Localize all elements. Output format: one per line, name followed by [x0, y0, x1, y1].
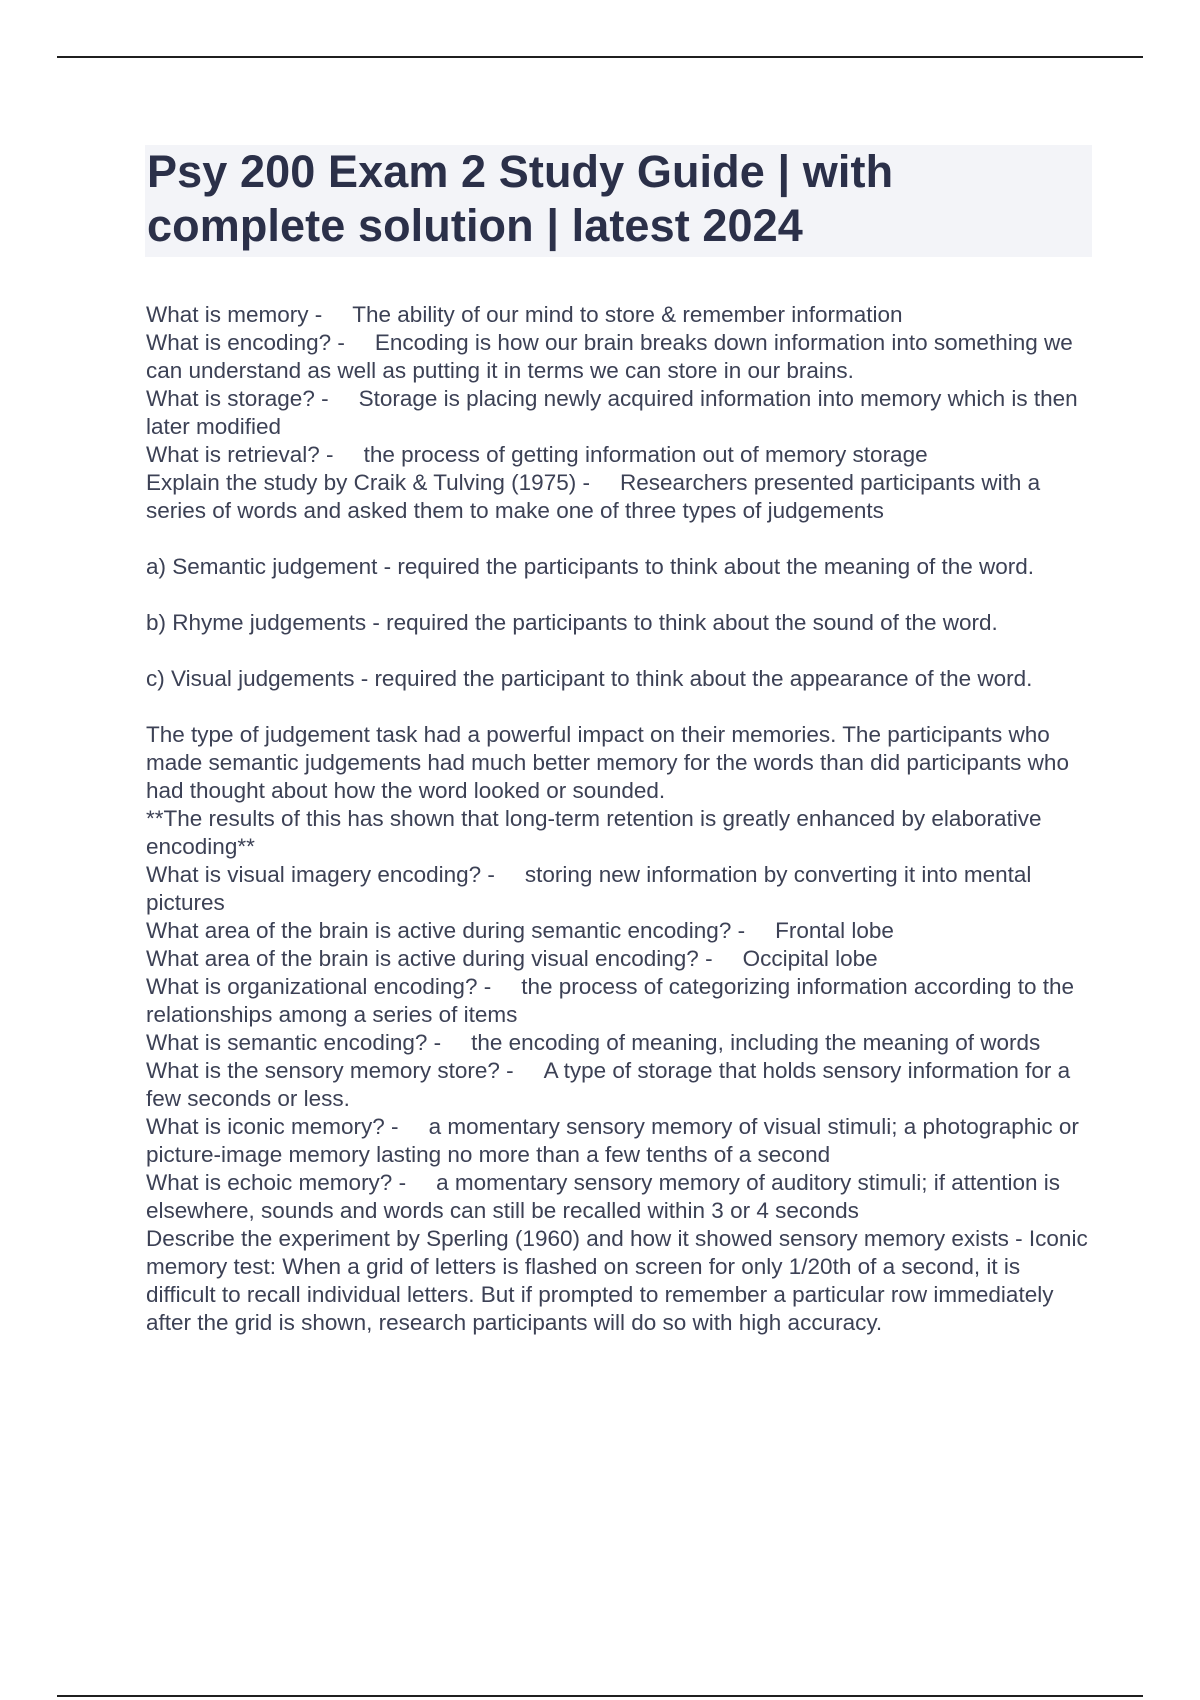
- craik-part-a: a) Semantic judgement - required the participants to think about the meaning of the word.: [146, 554, 1035, 579]
- answer: Storage is placing newly acquired information into memory which is then later modified: [146, 386, 1078, 439]
- question: What is encoding? -: [146, 330, 345, 355]
- question: What is retrieval? -: [146, 442, 334, 467]
- question: What is storage? -: [146, 386, 329, 411]
- craik-part-c: c) Visual judgements - required the participant to think about the appearance of the word.: [146, 666, 1033, 691]
- answer: Frontal lobe: [775, 918, 894, 943]
- craik-part-b: b) Rhyme judgements - required the participants to think about the sound of the word.: [146, 610, 998, 635]
- answer: storing new information by converting it into mental pictures: [146, 862, 1032, 915]
- title-block: [145, 145, 1092, 257]
- qa-item: [146, 301, 1091, 329]
- document-body: [146, 301, 1091, 1337]
- document-title: Psy 200 Exam 2 Study Guide | with complete solution | latest 2024: [147, 146, 894, 251]
- question: What is visual imagery encoding? -: [146, 862, 495, 887]
- answer: Occipital lobe: [742, 946, 878, 971]
- answer: Iconic memory test: When a grid of letters is flashed on screen for only 1/20th of a second, it is difficult to recall individual letters. But if prompted to remember a particular row immediately after the grid is shown, research participants will do so with high accuracy.: [146, 1226, 1088, 1335]
- question: Describe the experiment by Sperling (1960) and how it showed sensory memory exists -: [146, 1226, 1023, 1251]
- answer: a momentary sensory memory of visual stimuli; a photographic or picture-image memory lasting no more than a few tenths of a second: [146, 1114, 1079, 1167]
- qa-item: [146, 973, 1091, 1029]
- results-note: **The results of this has shown that long-term retention is greatly enhanced by elaborative encoding**: [146, 806, 1042, 859]
- qa-item: [146, 385, 1091, 441]
- qa-item: [146, 917, 1091, 945]
- qa-item: [146, 861, 1091, 917]
- question: What is the sensory memory store? -: [146, 1058, 514, 1083]
- answer: The ability of our mind to store & remember information: [352, 302, 903, 327]
- answer: Researchers presented participants with a series of words and asked them to make one of three types of judgements: [146, 470, 1041, 523]
- qa-item: [146, 1029, 1091, 1057]
- qa-item: [146, 1113, 1091, 1169]
- question: What is echoic memory? -: [146, 1170, 407, 1195]
- answer: a momentary sensory memory of auditory stimuli; if attention is elsewhere, sounds and words can still be recalled within 3 or 4 seconds: [146, 1170, 1061, 1223]
- qa-item: [146, 469, 1091, 525]
- qa-item: [146, 1225, 1091, 1337]
- answer: A type of storage that holds sensory information for a few seconds or less.: [146, 1058, 1071, 1111]
- qa-item: [146, 441, 1091, 469]
- question: What area of the brain is active during visual encoding? -: [146, 946, 713, 971]
- qa-item: [146, 945, 1091, 973]
- craik-summary: The type of judgement task had a powerful impact on their memories. The participants who made semantic judgements had much better memory for the words than did participants who had thought about how the word looked or sounded.: [146, 722, 1069, 803]
- qa-item: [146, 329, 1091, 385]
- question: What is memory -: [146, 302, 323, 327]
- answer: Encoding is how our brain breaks down information into something we can understand as well as putting it in terms we can store in our brains.: [146, 330, 1073, 383]
- question: What is organizational encoding? -: [146, 974, 492, 999]
- page-bottom-rule: [57, 1695, 1143, 1697]
- qa-item: [146, 1057, 1091, 1113]
- question: What is semantic encoding? -: [146, 1030, 442, 1055]
- question: What area of the brain is active during semantic encoding? -: [146, 918, 746, 943]
- page-top-rule: [57, 56, 1143, 58]
- question: Explain the study by Craik & Tulving (1975) -: [146, 470, 590, 495]
- answer: the process of categorizing information according to the relationships among a series of items: [146, 974, 1075, 1027]
- qa-item: [146, 1169, 1091, 1225]
- answer: the encoding of meaning, including the meaning of words: [471, 1030, 1041, 1055]
- answer: the process of getting information out of memory storage: [363, 442, 928, 467]
- question: What is iconic memory? -: [146, 1114, 399, 1139]
